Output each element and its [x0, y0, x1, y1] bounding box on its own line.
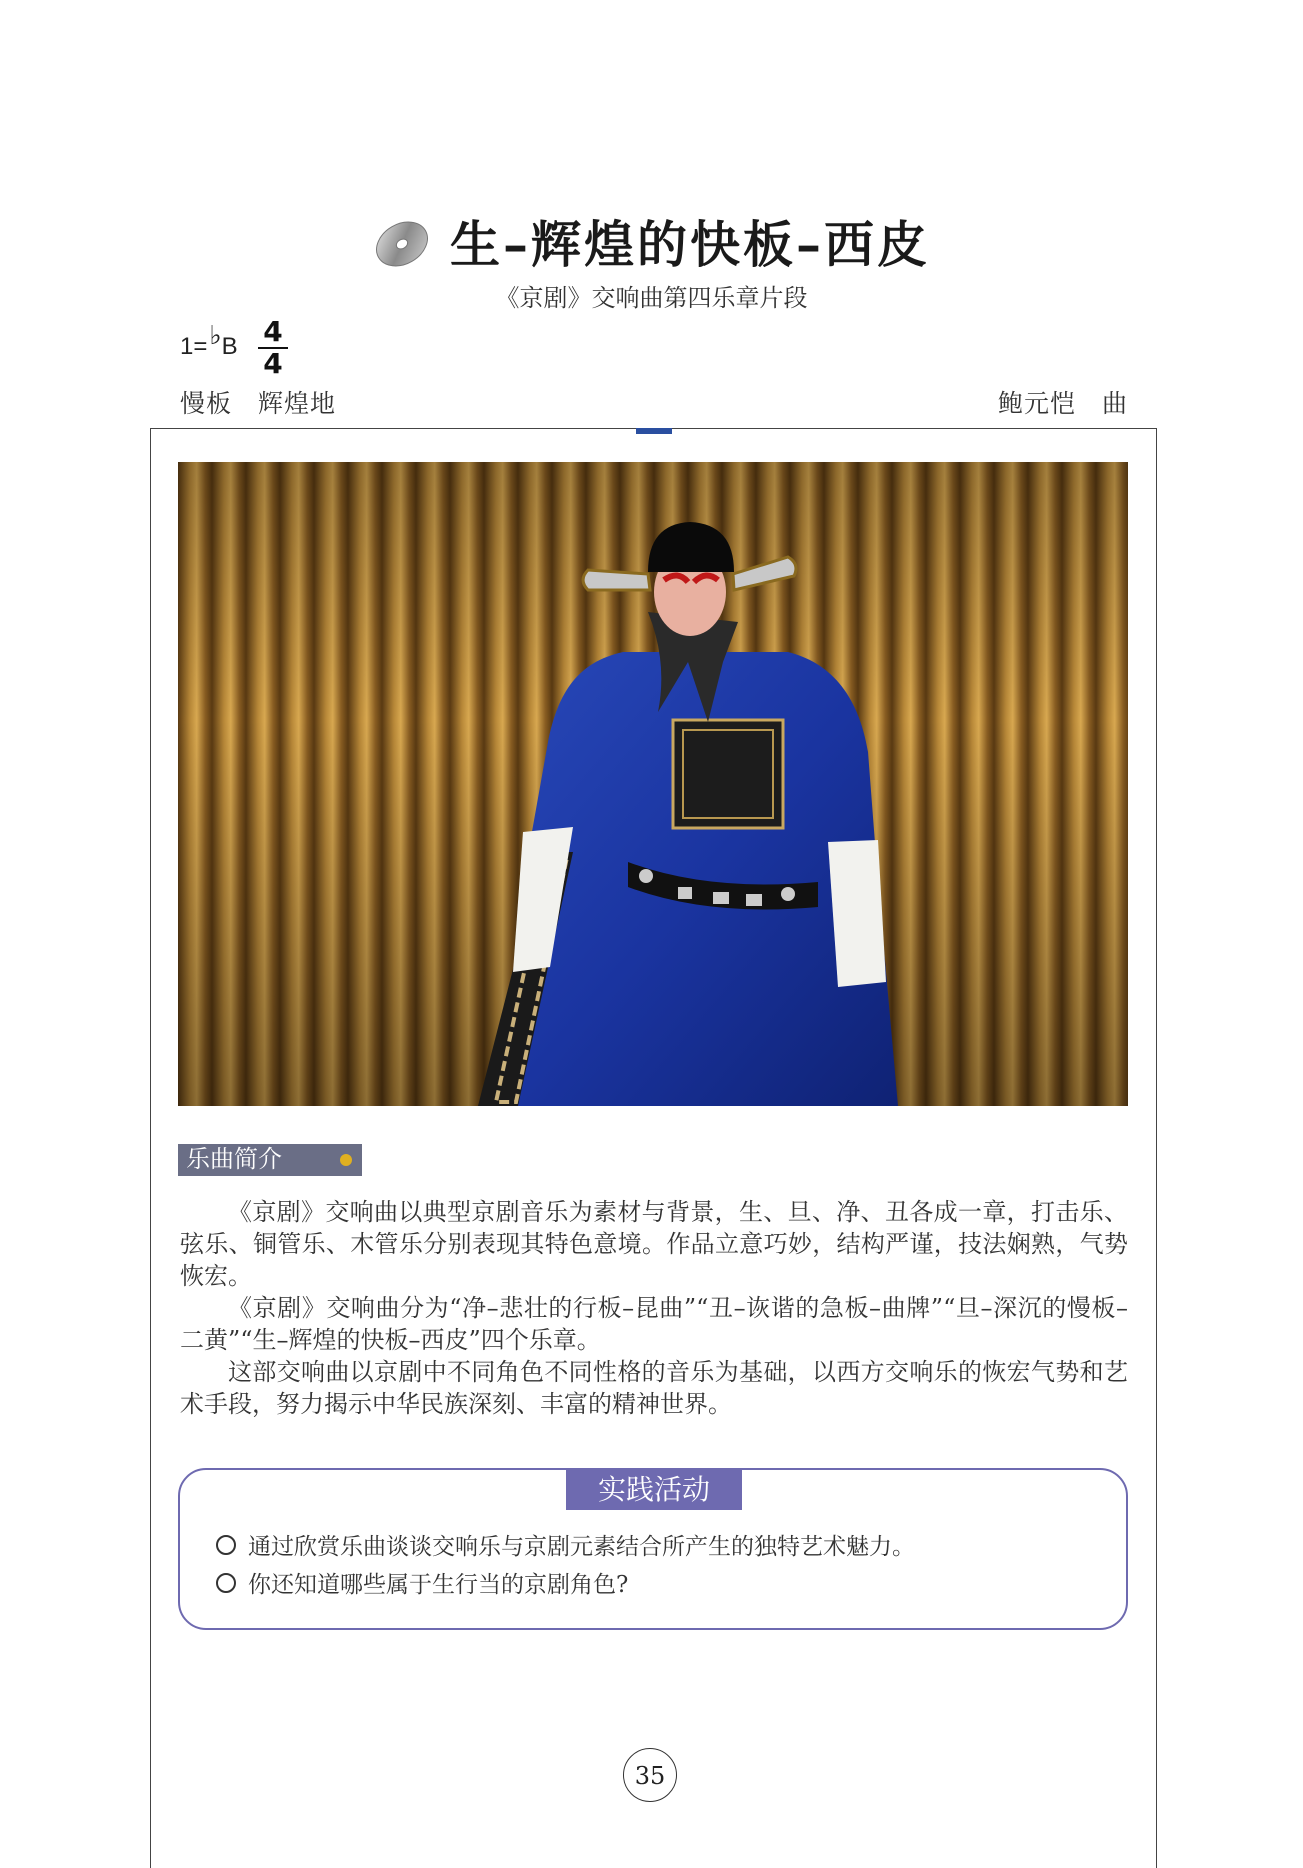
- intro-paragraph: 《京剧》交响曲以典型京剧音乐为素材与背景，生、旦、净、丑各成一章，打击乐、弦乐、铜管乐、木管乐分别表现其特色意境。作品立意巧妙，结构严谨，技法娴熟，气势恢宏。: [180, 1198, 1128, 1290]
- key-note: B: [221, 333, 238, 360]
- composer-credit: 鲍元恺 曲: [997, 389, 1128, 418]
- practice-activity-list: [216, 1528, 915, 1604]
- circle-bullet-icon: [216, 1535, 236, 1555]
- list-item-text: 你还知道哪些属于生行当的京剧角色?: [248, 1572, 629, 1598]
- time-denominator: 4: [263, 347, 283, 380]
- section-header-intro: [178, 1144, 362, 1176]
- practice-activity-heading: 实践活动: [566, 1470, 742, 1510]
- tempo-marking: 慢板 辉煌地: [180, 389, 337, 418]
- section-header-label: 乐曲简介: [186, 1146, 282, 1173]
- list-item: [216, 1566, 915, 1604]
- key-prefix: 1=: [180, 333, 208, 360]
- page-subtitle: 《京剧》交响曲第四乐章片段: [495, 284, 808, 312]
- time-numerator: 4: [258, 318, 288, 349]
- intro-paragraph: 《京剧》交响曲分为“净–悲壮的行板–昆曲”“丑–诙谐的急板–曲牌”“旦–深沉的慢板–二黄”“生–辉煌的快板–西皮”四个乐章。: [180, 1294, 1128, 1354]
- page-title: 生–辉煌的快板–西皮: [450, 215, 931, 274]
- circle-bullet-icon: [216, 1573, 236, 1593]
- page-number: 35: [623, 1748, 677, 1802]
- page-title-row: [0, 205, 1303, 275]
- frame-tab-marker: [636, 428, 672, 434]
- intro-paragraph: 这部交响曲以京剧中不同角色不同性格的音乐为基础，以西方交响乐的恢宏气势和艺术手段，努力揭示中华民族深刻、丰富的精神世界。: [180, 1358, 1128, 1418]
- bullet-dot-icon: [340, 1154, 352, 1166]
- opera-performer-photo: [178, 462, 1128, 1106]
- flat-icon: ♭: [209, 320, 222, 350]
- cd-disc-icon: [373, 212, 431, 270]
- list-item: [216, 1528, 915, 1566]
- intro-text: [180, 1196, 1128, 1420]
- list-item-text: 通过欣赏乐曲谈谈交响乐与京剧元素结合所产生的独特艺术魅力。: [248, 1534, 915, 1560]
- time-signature: [258, 315, 288, 380]
- key-signature: [180, 320, 238, 361]
